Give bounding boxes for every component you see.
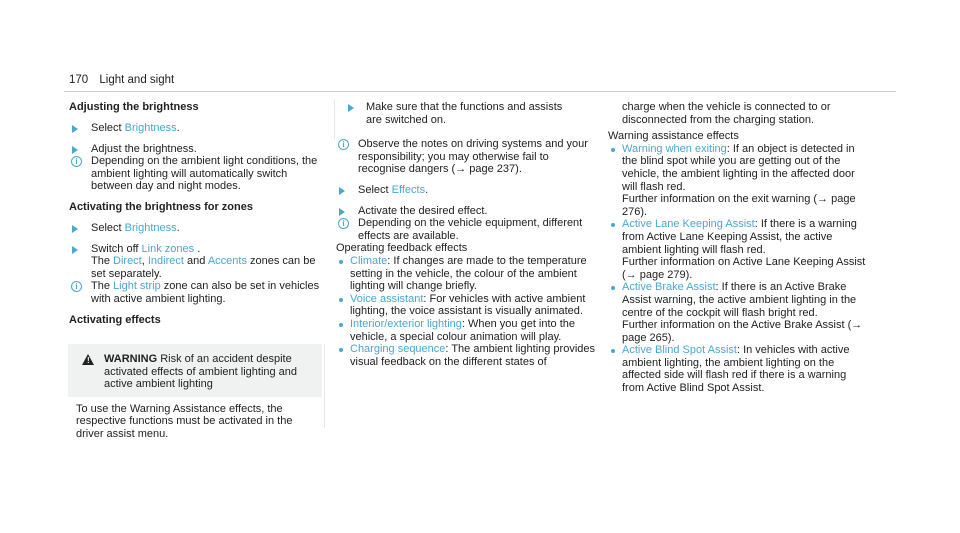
heading-brightness-zones: Activating the brightness for zones: [69, 200, 253, 213]
warning-risk: Risk of an accident despite activated effects of ambient lighting and active ambient lighting: [104, 353, 298, 391]
heading-activating-effects: Activating effects: [69, 313, 161, 326]
bullet-icon: [339, 348, 343, 352]
step-switch-off-link-zones: Switch off Link zones . The Direct, Indirect and Accents zones can be set separately.: [69, 243, 324, 281]
list-item-charging-sequence: Charging sequence: The ambient lighting provides visual feedback on the different states of: [336, 343, 598, 368]
bullet-icon: [339, 260, 343, 264]
step-arrow-icon: [72, 246, 78, 254]
list-item-voice-assistant: Voice assistant: For vehicles with active ambient lighting, the voice assistant is visually animated.: [336, 293, 598, 318]
list-item-lane-keeping: Active Lane Keeping Assist: If there is a warning from Active Lane Keeping Assist, the active ambient lighting will flash red. Further information on Active Lane Keeping Assist (→ page 279).: [608, 218, 870, 281]
bullet-icon: [339, 298, 343, 302]
info-icon: i: [338, 218, 349, 229]
light-strip-link[interactable]: Light strip: [113, 280, 161, 293]
brightness-link[interactable]: Brightness: [124, 221, 177, 234]
section-title: Light and sight: [99, 74, 175, 86]
voice-assistant-link[interactable]: Voice assistant: [350, 292, 424, 305]
page-number: 170: [69, 74, 89, 86]
link-zones-link[interactable]: Link zones: [141, 242, 195, 255]
indirect-link[interactable]: Indirect: [147, 255, 184, 268]
exit-warning-more: Further information on the exit warning (→ page 276).: [622, 193, 856, 218]
list-item-warning-exiting: Warning when exiting: If an object is detected in the blind spot while you are getting out of the vehicle, the ambient lighting in the affected door will flash red. Further information on the exit warning (→ page 276).: [608, 143, 870, 219]
bullet-icon: [611, 148, 615, 152]
bullet-icon: [339, 323, 343, 327]
bullet-icon: [611, 286, 615, 290]
step-arrow-icon: [72, 146, 78, 154]
column-1: [69, 101, 324, 327]
note-driving-systems: i Observe the notes on driving systems and your responsibility; you may otherwise fail to recognise dangers (→ page 237).: [336, 138, 598, 176]
list-item-brake-assist: Active Brake Assist: If there is an Active Brake Assist warning, the active ambient lighting in the centre of the cockpit will flash bright red. Further information on the Active Brake Assist (→ page 265).: [608, 281, 870, 344]
direct-link[interactable]: Direct: [113, 255, 142, 268]
charging-sequence-link[interactable]: Charging sequence: [350, 343, 446, 356]
interior-exterior-link[interactable]: Interior/exterior lighting: [350, 317, 462, 330]
brightness-link[interactable]: Brightness: [124, 122, 177, 134]
info-icon: i: [71, 281, 82, 292]
note-ambient-light: i Depending on the ambient light conditions, the ambient lighting will automatically switch between day and night modes.: [69, 155, 324, 193]
blind-spot-link[interactable]: Active Blind Spot Assist: [622, 344, 737, 357]
warning-title: WARNING: [104, 353, 158, 365]
step-arrow-icon: [339, 208, 345, 216]
column-2: [336, 101, 598, 368]
step-functions-switched-on: Make sure that the functions and assists are switched on.: [336, 101, 598, 126]
note-vehicle-equipment: i Depending on the vehicle equipment, different effects are available.: [336, 217, 598, 242]
step-select-brightness: Select Brightness.: [69, 122, 324, 135]
charging-continuation: charge when the vehicle is connected to or disconnected from the charging station.: [622, 101, 831, 126]
info-icon: i: [338, 139, 349, 150]
lane-keeping-link[interactable]: Active Lane Keeping Assist: [622, 218, 755, 231]
step-arrow-icon: [72, 125, 78, 133]
step-arrow-icon: [339, 187, 345, 195]
warning-effects-title: Warning assistance effects: [608, 130, 739, 143]
column-3: [608, 101, 870, 395]
note-light-strip: i The Light strip zone can also be set in vehicles with active ambient lighting.: [69, 280, 324, 305]
list-item-blind-spot: Active Blind Spot Assist: In vehicles with active ambient lighting, the ambient lighting on the affected side will flash red if there is a warning from Active Blind Spot Assist.: [608, 344, 870, 394]
bullet-icon: [611, 223, 615, 227]
bullet-icon: [611, 349, 615, 353]
feedback-effects-title: Operating feedback effects: [336, 242, 468, 255]
list-item-climate: Climate: If changes are made to the temperature setting in the vehicle, the colour of the ambient lighting will change briefly.: [336, 255, 598, 293]
step-activate-effect: Activate the desired effect.: [336, 205, 598, 218]
warning-box: [68, 344, 322, 440]
info-icon: i: [71, 156, 82, 167]
effects-link[interactable]: Effects: [391, 183, 426, 196]
lane-keeping-more: Further information on Active Lane Keeping Assist (→ page 279).: [622, 256, 866, 281]
warning-exiting-link[interactable]: Warning when exiting: [622, 142, 727, 155]
accents-link[interactable]: Accents: [207, 255, 247, 268]
step-select-effects: Select Effects.: [336, 184, 598, 197]
warning-body: To use the Warning Assistance effects, the respective functions must be activated in the driver assist menu.: [76, 402, 293, 440]
step-arrow-icon: [72, 225, 78, 233]
page-header: [69, 74, 174, 87]
heading-adjust-brightness: Adjusting the brightness: [69, 101, 199, 113]
brake-assist-more: Further information on the Active Brake Assist (→ page 265).: [622, 319, 863, 344]
list-item-interior-exterior: Interior/exterior lighting: When you get into the vehicle, a special colour animation will play.: [336, 318, 598, 343]
warning-triangle-icon: !: [82, 354, 94, 365]
brake-assist-link[interactable]: Active Brake Assist: [622, 281, 716, 294]
step-adjust-brightness: Adjust the brightness.: [69, 143, 324, 156]
climate-link[interactable]: Climate: [350, 254, 388, 267]
header-rule: [64, 91, 896, 92]
warning-divider: [324, 344, 325, 428]
step-select-brightness-zones: Select Brightness.: [69, 222, 324, 235]
step-arrow-icon: [348, 104, 354, 112]
